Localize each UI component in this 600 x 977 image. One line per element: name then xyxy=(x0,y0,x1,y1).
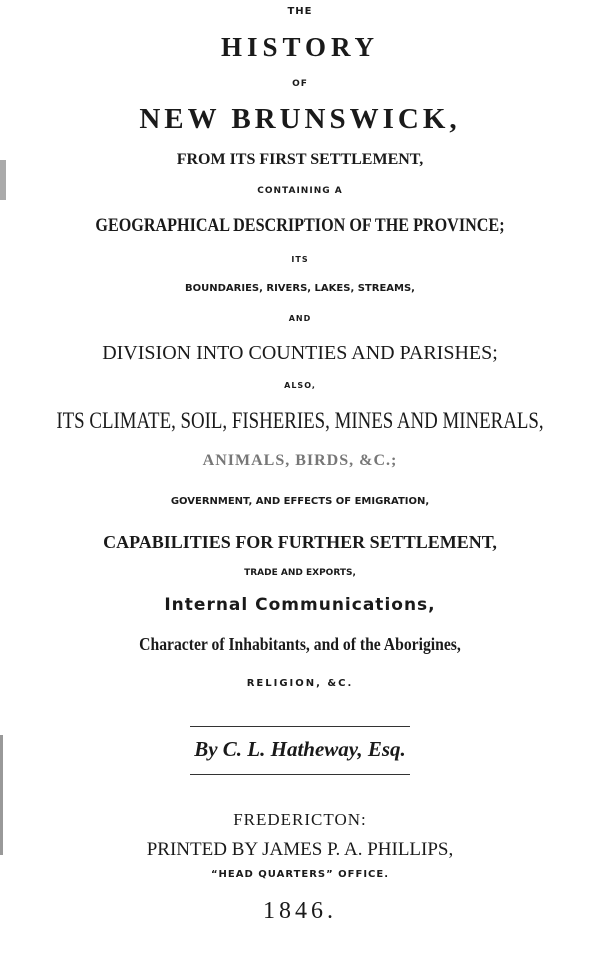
title-new-brunswick: NEW BRUNSWICK, xyxy=(139,103,461,135)
author-line: By C. L. Hatheway, Esq. xyxy=(194,737,406,761)
subtitle-trade: TRADE AND EXPORTS, xyxy=(244,568,356,578)
title-the: THE xyxy=(287,6,313,17)
subtitle-also: ALSO, xyxy=(284,381,316,390)
imprint-year: 1846. xyxy=(263,898,337,924)
imprint-office: “HEAD QUARTERS” OFFICE. xyxy=(210,869,390,880)
subtitle-boundaries: BOUNDARIES, RIVERS, LAKES, STREAMS, xyxy=(185,283,415,294)
subtitle-its: ITS xyxy=(291,255,309,264)
divider-rule xyxy=(190,774,410,775)
subtitle-character: Character of Inhabitants, and of the Aborigines, xyxy=(139,634,461,654)
imprint-printer: PRINTED BY JAMES P. A. PHILLIPS, xyxy=(146,839,454,860)
subtitle-animals: ANIMALS, BIRDS, &C.; xyxy=(202,452,398,469)
subtitle-communications: Internal Communications, xyxy=(164,595,436,615)
subtitle-religion: RELIGION, &C. xyxy=(246,678,354,689)
divider-rule xyxy=(190,726,410,727)
subtitle-capabilities: CAPABILITIES FOR FURTHER SETTLEMENT, xyxy=(103,532,497,552)
subtitle-government: GOVERNMENT, AND EFFECTS OF EMIGRATION, xyxy=(170,496,430,507)
imprint-place: FREDERICTON: xyxy=(233,810,367,829)
subtitle-geographical-description: GEOGRAPHICAL DESCRIPTION OF THE PROVINCE; xyxy=(95,215,505,236)
subtitle-containing: CONTAINING A xyxy=(257,186,343,196)
subtitle-climate: ITS CLIMATE, SOIL, FISHERIES, MINES AND MINERALS, xyxy=(56,408,544,433)
subtitle-first-settlement: FROM ITS FIRST SETTLEMENT, xyxy=(176,151,424,168)
title-history: HISTORY xyxy=(220,32,380,62)
title-of: OF xyxy=(292,79,308,89)
subtitle-division: DIVISION INTO COUNTIES AND PARISHES; xyxy=(102,342,498,364)
subtitle-and: AND xyxy=(288,314,312,323)
